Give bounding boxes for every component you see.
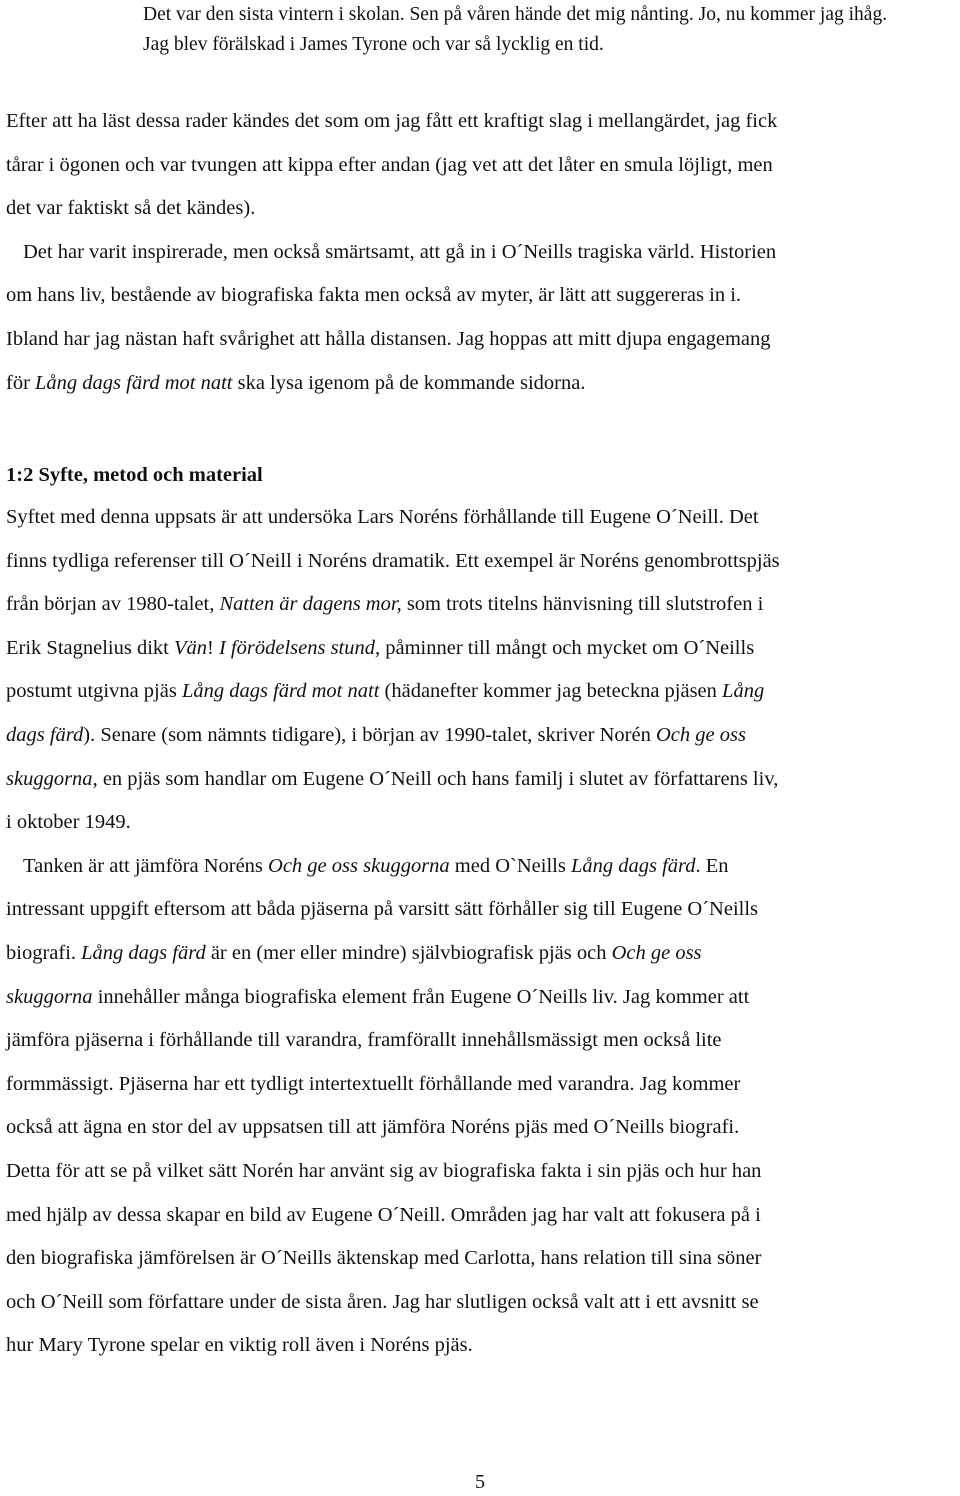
text-line: Syftet med denna uppsats är att undersöka Lars Noréns förhållande till Eugene O´Neill. Det bbox=[6, 506, 759, 528]
text-line: också att ägna en stor del av uppsatsen till att jämföra Noréns pjäs med O´Neills biografi. bbox=[6, 1116, 740, 1139]
poem-title: I förödelsens stund bbox=[218, 636, 375, 659]
text-line: Efter att ha läst dessa rader kändes det som om jag fått ett kraftigt slag i mellangärdet, jag fick bbox=[6, 110, 778, 132]
play-title: Och ge oss skuggorna bbox=[268, 854, 450, 877]
intro-paragraphs bbox=[6, 100, 956, 405]
play-title: Lång dags färd mot natt bbox=[181, 680, 380, 703]
text-line: och O´Neill som författare under de sista åren. Jag har slutligen också valt att i ett avsnitt se bbox=[6, 1290, 759, 1313]
text-line: skuggorna, en pjäs som handlar om Eugene O´Neill och hans familj i slutet av författarens liv, bbox=[6, 767, 779, 790]
play-title: skuggorna bbox=[6, 985, 93, 1008]
section-heading: 1:2 Syfte, metod och material bbox=[6, 464, 263, 486]
text-line: Ibland har jag nästan haft svårighet att hålla distansen. Jag hoppas att mitt djupa engagemang bbox=[6, 327, 771, 350]
section-paragraphs bbox=[6, 496, 956, 1368]
text-line: Erik Stagnelius dikt Vän! I förödelsens stund, påminner till mångt och mycket om O´Neills bbox=[6, 636, 755, 659]
text-line: hur Mary Tyrone spelar en viktig roll även i Noréns pjäs. bbox=[6, 1334, 473, 1357]
text-line: dags färd). Senare (som nämnts tidigare), i början av 1990-talet, skriver Norén Och ge oss bbox=[6, 723, 746, 746]
text-line: om hans liv, bestående av biografiska fakta men också av myter, är lätt att suggereras in i. bbox=[6, 284, 742, 307]
text-line: intressant uppgift eftersom att båda pjäserna på varsitt sätt förhåller sig till Eugene O´Neills bbox=[6, 898, 759, 921]
play-title: Och ge oss bbox=[611, 941, 702, 964]
text-line: formmässigt. Pjäserna har ett tydligt intertextuellt förhållande med varandra. Jag kommer bbox=[6, 1072, 741, 1095]
text-line: med hjälp av dessa skapar en bild av Eugene O´Neill. Områden jag har valt att fokusera på i bbox=[6, 1203, 761, 1226]
text-line: för Lång dags färd mot natt ska lysa igenom på de kommande sidorna. bbox=[6, 371, 586, 394]
play-title: skuggorna bbox=[6, 767, 93, 790]
text-line: i oktober 1949. bbox=[6, 811, 131, 834]
play-title: Lång bbox=[722, 680, 765, 703]
text-line: från början av 1980-talet, Natten är dagens mor, som trots titelns hänvisning till slutstrofen i bbox=[6, 593, 764, 616]
text-line: tårar i ögonen och var tvungen att kippa efter andan (jag vet att det låter en smula löjligt, men bbox=[6, 153, 773, 176]
poem-title: Vän bbox=[173, 636, 208, 659]
play-title: Natten är dagens mor, bbox=[219, 593, 402, 616]
text-line: jämföra pjäserna i förhållande till varandra, framförallt innehållsmässigt men också lite bbox=[6, 1029, 722, 1052]
text-line: finns tydliga referenser till O´Neill i Noréns dramatik. Ett exempel är Noréns genombrottspjäs bbox=[6, 549, 780, 572]
quote-line: Det var den sista vintern i skolan. Sen på våren hände det mig nånting. Jo, nu kommer jag ihåg. bbox=[143, 4, 888, 25]
text-line: Detta för att se på vilket sätt Norén har använt sig av biografiska fakta i sin pjäs och hur han bbox=[6, 1159, 762, 1182]
quote-block bbox=[143, 0, 943, 60]
play-title: Lång dags färd mot natt bbox=[35, 371, 233, 394]
play-title: Lång dags färd bbox=[81, 941, 206, 964]
play-title: dags färd bbox=[6, 723, 84, 746]
text-line: biografi. Lång dags färd är en (mer eller mindre) självbiografisk pjäs och Och ge oss bbox=[6, 941, 702, 964]
page-number: 5 bbox=[475, 1471, 485, 1493]
text-line: Det har varit inspirerade, men också smärtsamt, att gå in i O´Neills tragiska värld. Historien bbox=[23, 240, 777, 263]
play-title: Lång dags färd bbox=[570, 854, 696, 877]
quote-line: Jag blev förälskad i James Tyrone och var så lycklig en tid. bbox=[143, 34, 604, 55]
play-title: Och ge oss bbox=[655, 723, 746, 746]
text-line: Tanken är att jämföra Noréns Och ge oss skuggorna med O`Neills Lång dags färd. En bbox=[23, 854, 729, 877]
text-line: skuggorna innehåller många biografiska element från Eugene O´Neills liv. Jag kommer att bbox=[6, 985, 750, 1008]
text-line: det var faktiskt så det kändes). bbox=[6, 197, 256, 220]
text-line: postumt utgivna pjäs Lång dags färd mot natt (hädanefter kommer jag beteckna pjäsen Lång bbox=[6, 680, 765, 703]
text-line: den biografiska jämförelsen är O´Neills äktenskap med Carlotta, hans relation till sina söner bbox=[6, 1247, 762, 1270]
